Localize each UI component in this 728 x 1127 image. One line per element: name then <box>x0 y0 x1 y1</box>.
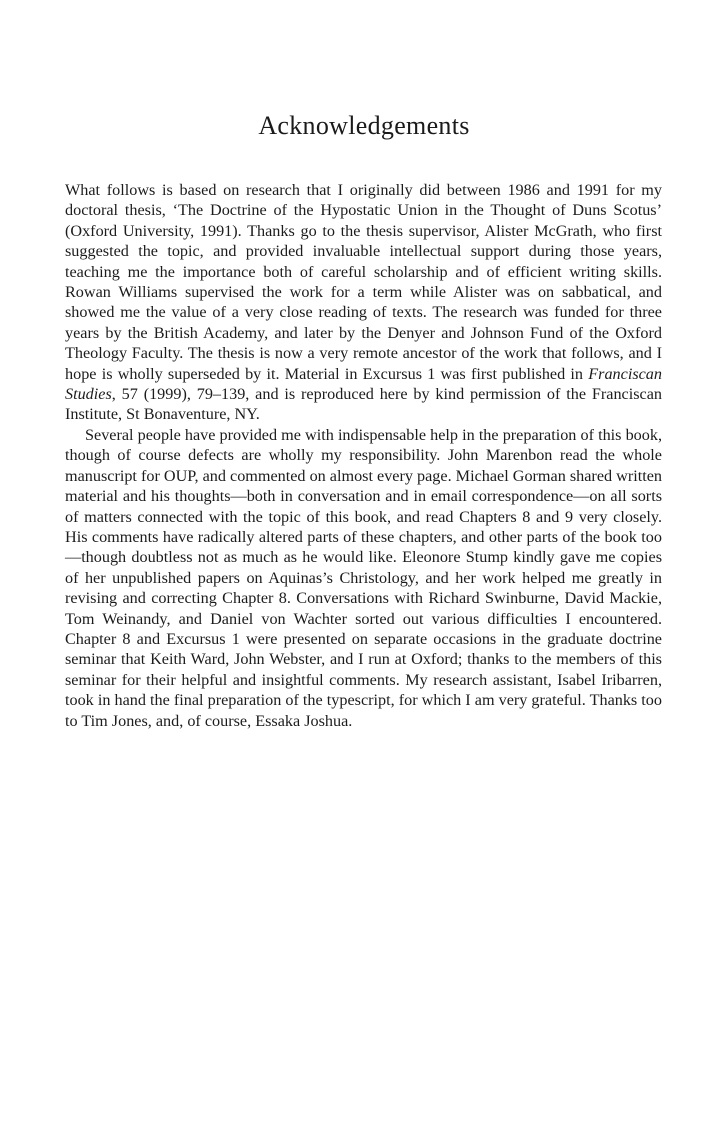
paragraph-1-text-after-title: , 57 (1999), 79–139, and is reproduced here by kind permission of the Franciscan Institute, St Bonaventure, NY. <box>65 385 662 424</box>
acknowledgements-body <box>65 180 662 731</box>
page-title: Acknowledgements <box>258 111 470 140</box>
journal-title: Franciscan Studies <box>65 364 662 404</box>
paragraph-1-text-before-title: What follows is based on research that I originally did between 1986 and 1991 for my doctoral thesis, ‘The Doctrine of the Hypostatic Union in the Thought of Duns Scotus’ (Oxford University, 1991). Thanks go to the thesis supervisor, Alister McGrath, who first suggested the topic, and provided invaluable intellectual support during those years, teaching me the importance both of careful scholarship and of efficient writing skills. Rowan Williams supervised the work for a term while Alister was on sabbatical, and showed me the value of a very close reading of texts. The research was funded for three years by the British Academy, and later by the Denyer and Johnson Fund of the Oxford Theology Faculty. The thesis is now a very remote ancestor of the work that follows, and I hope is wholly superseded by it. Material in Excursus 1 was first published in <box>65 181 662 383</box>
paragraph-1 <box>65 180 662 425</box>
paragraph-2: Several people have provided me with indispensable help in the preparation of this book, though of course defects are wholly my responsibility. John Marenbon read the whole manuscript for OUP, and commented on almost every page. Michael Gorman shared written material and his thoughts—both in conversation and in email correspondence—on all sorts of matters connected with the topic of this book, and read Chapters 8 and 9 very closely. His comments have radically altered parts of these chapters, and other parts of the book too—though doubtless not as much as he would like. Eleonore Stump kindly gave me copies of her unpublished papers on Aquinas’s Christology, and her work helped me greatly in revising and correcting Chapter 8. Conversations with Richard Swinburne, David Mackie, Tom Weinandy, and Daniel von Wachter sorted out various difficulties I encountered. Chapter 8 and Excursus 1 were presented on separate occasions in the graduate doctrine seminar that Keith Ward, John Webster, and I run at Oxford; thanks to the members of this seminar for their helpful and insightful comments. My research assistant, Isabel Iribarren, took in hand the final preparation of the typescript, for which I am very grateful. Thanks too to Tim Jones, and, of course, Essaka Joshua. <box>65 425 662 730</box>
